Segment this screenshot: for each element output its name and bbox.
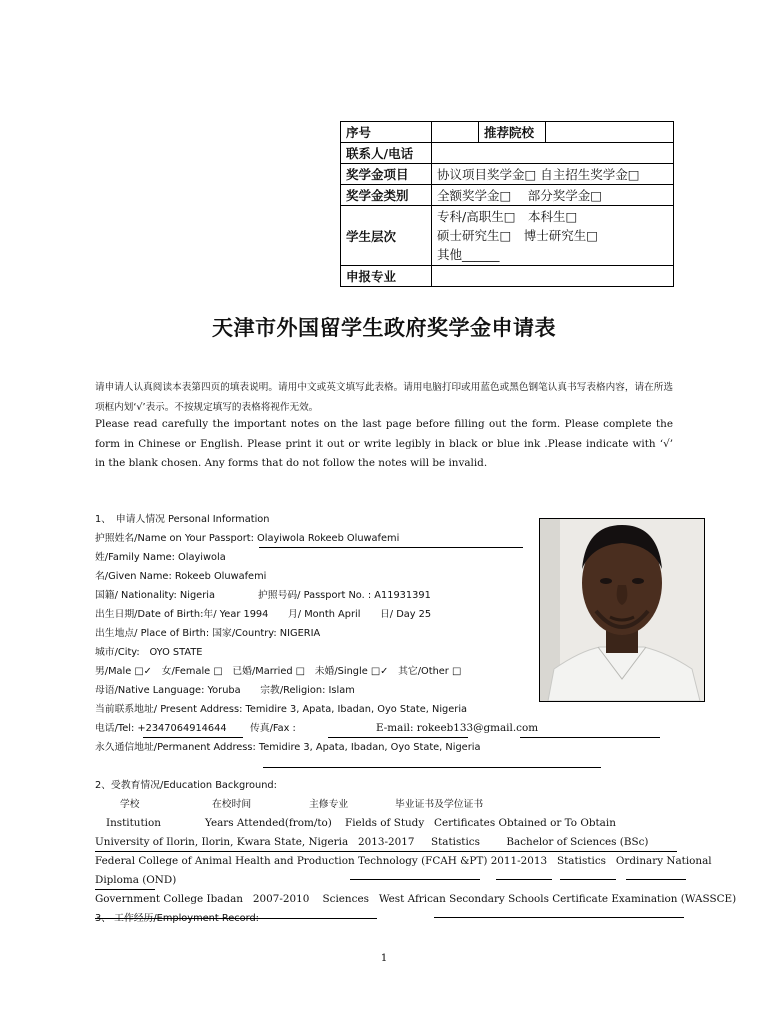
passport-name[interactable]: 护照姓名/Name on Your Passport: Olayiwola Rokeeb Oluwafemi bbox=[95, 533, 400, 544]
major-label: 申报专业 bbox=[341, 266, 432, 287]
header-en-field: Fields of Study bbox=[345, 817, 425, 829]
education-row-2-underline-d bbox=[560, 879, 616, 880]
education-row-2-underline-a bbox=[95, 889, 155, 890]
category-label: 奖学金类别 bbox=[341, 185, 432, 206]
nationality[interactable]: 国籍/ Nationality: Nigeria bbox=[95, 590, 215, 601]
program-label: 奖学金项目 bbox=[341, 164, 432, 185]
employment-underline-right bbox=[434, 917, 684, 918]
native-language-religion[interactable]: 母语/Native Language: Yoruba 宗教/Religion: Islam bbox=[95, 685, 355, 696]
school-label: 推荐院校 bbox=[479, 122, 546, 143]
header-en-certificate: Certificates Obtained or To Obtain bbox=[434, 817, 616, 829]
major-value[interactable] bbox=[432, 266, 674, 287]
program-value[interactable]: 协议项目奖学金□ 自主招生奖学金□ bbox=[432, 164, 674, 185]
telephone[interactable]: 电话/Tel: +2347064914644 bbox=[95, 723, 227, 734]
header-cn-institution: 学校 bbox=[120, 799, 140, 810]
category-value[interactable]: 全额奖学金□ 部分奖学金□ bbox=[432, 185, 674, 206]
education-row-2-underline-c bbox=[496, 879, 552, 880]
level-line-2: 硕士研究生□ 博士研究生□ bbox=[437, 228, 599, 243]
permanent-address-underline bbox=[263, 767, 601, 768]
education-row-3[interactable]: Government College Ibadan 2007-2010 Sciences West African Secondary Schools Certificate Examination (WASSCE) bbox=[95, 893, 737, 905]
school-value[interactable] bbox=[546, 122, 674, 143]
fax[interactable]: 传真/Fax : bbox=[250, 723, 296, 734]
gender-marital-status[interactable]: 男/Male □✓ 女/Female □ 已婚/Married □ 未婚/Single □✓ 其它/Other □ bbox=[95, 666, 462, 677]
city[interactable]: 城市/City: OYO STATE bbox=[95, 647, 203, 658]
header-en-institution: Institution bbox=[106, 817, 161, 829]
level-label: 学生层次 bbox=[341, 206, 432, 266]
header-cn-field: 主修专业 bbox=[309, 799, 349, 810]
instructions-english: Please read carefully the important notes on the last page before filling out the form. Please complete the form in Chinese or English. Please print it out or write legibly in black or blue ink .Please indicate with ‘√’ in the blank chosen. Any forms that do not follow the notes will be invalid. bbox=[95, 418, 684, 469]
page-number: 1 bbox=[380, 952, 388, 964]
header-cn-certificate: 毕业证书及学位证书 bbox=[395, 799, 484, 810]
email[interactable]: E-mail: rokeeb133@gmail.com bbox=[376, 722, 539, 734]
place-of-birth[interactable]: 出生地点/ Place of Birth: 国家/Country: NIGERIA bbox=[95, 628, 321, 639]
family-name[interactable]: 姓/Family Name: Olayiwola bbox=[95, 552, 226, 563]
applicant-photo bbox=[539, 518, 705, 702]
level-line-3: 其他______ bbox=[437, 247, 500, 262]
form-title: 天津市外国留学生政府奖学金申请表 bbox=[212, 316, 556, 340]
employment-underline-left bbox=[95, 918, 377, 919]
header-en-years: Years Attended(from/to) bbox=[205, 817, 332, 829]
permanent-address[interactable]: 永久通信地址/Permanent Address: Temidire 3, Apata, Ibadan, Oyo State, Nigeria bbox=[95, 742, 481, 753]
passport-name-underline bbox=[259, 547, 523, 548]
education-row-2a[interactable]: Federal College of Animal Health and Production Technology (FCAH &PT) 2011-2013 Statistics Ordinary National bbox=[95, 855, 712, 867]
given-name[interactable]: 名/Given Name: Rokeeb Oluwafemi bbox=[95, 571, 267, 582]
education-row-2b[interactable]: Diploma (OND) bbox=[95, 874, 177, 886]
contact-label: 联系人/电话 bbox=[341, 143, 432, 164]
scholarship-meta-table bbox=[340, 121, 674, 287]
header-cn-years: 在校时间 bbox=[212, 799, 252, 810]
fax-underline bbox=[328, 737, 468, 738]
education-row-2-underline-e bbox=[626, 879, 686, 880]
instructions-chinese: 请申请人认真阅读本表第四页的填表说明。请用中文或英文填写此表格。请用电脑打印或用蓝色或黑色钢笔认真书写表格内容，请在所选项框内划‘√’表示。不按规定填写的表格将视作无效。 bbox=[95, 382, 673, 413]
education-row-2-underline-b bbox=[350, 879, 480, 880]
serial-value[interactable] bbox=[432, 122, 479, 143]
present-address[interactable]: 当前联系地址/ Present Address: Temidire 3, Apata, Ibadan, Oyo State, Nigeria bbox=[95, 704, 468, 715]
serial-label: 序号 bbox=[341, 122, 432, 143]
date-of-birth[interactable]: 出生日期/Date of Birth:年/ Year 1994 月/ Month April 日/ Day 25 bbox=[95, 609, 432, 620]
email-underline bbox=[520, 737, 660, 738]
contact-value[interactable] bbox=[432, 143, 674, 164]
level-value[interactable] bbox=[432, 206, 674, 266]
education-row-1-underline bbox=[95, 851, 677, 852]
level-line-1: 专科/高职生□ 本科生□ bbox=[437, 209, 578, 224]
education-section-heading: 2、受教育情况/Education Background: bbox=[95, 780, 277, 791]
passport-number[interactable]: 护照号码/ Passport No. : A11931391 bbox=[258, 590, 431, 601]
personal-section-heading: 1、 申请人情况 Personal Information bbox=[95, 514, 270, 525]
education-row-1[interactable]: University of Ilorin, Ilorin, Kwara State, Nigeria 2013-2017 Statistics Bachelor of Sciences (BSc) bbox=[95, 836, 649, 848]
employment-section-heading: 3、 工作经历/Employment Record: bbox=[95, 913, 259, 924]
tel-underline bbox=[143, 737, 243, 738]
